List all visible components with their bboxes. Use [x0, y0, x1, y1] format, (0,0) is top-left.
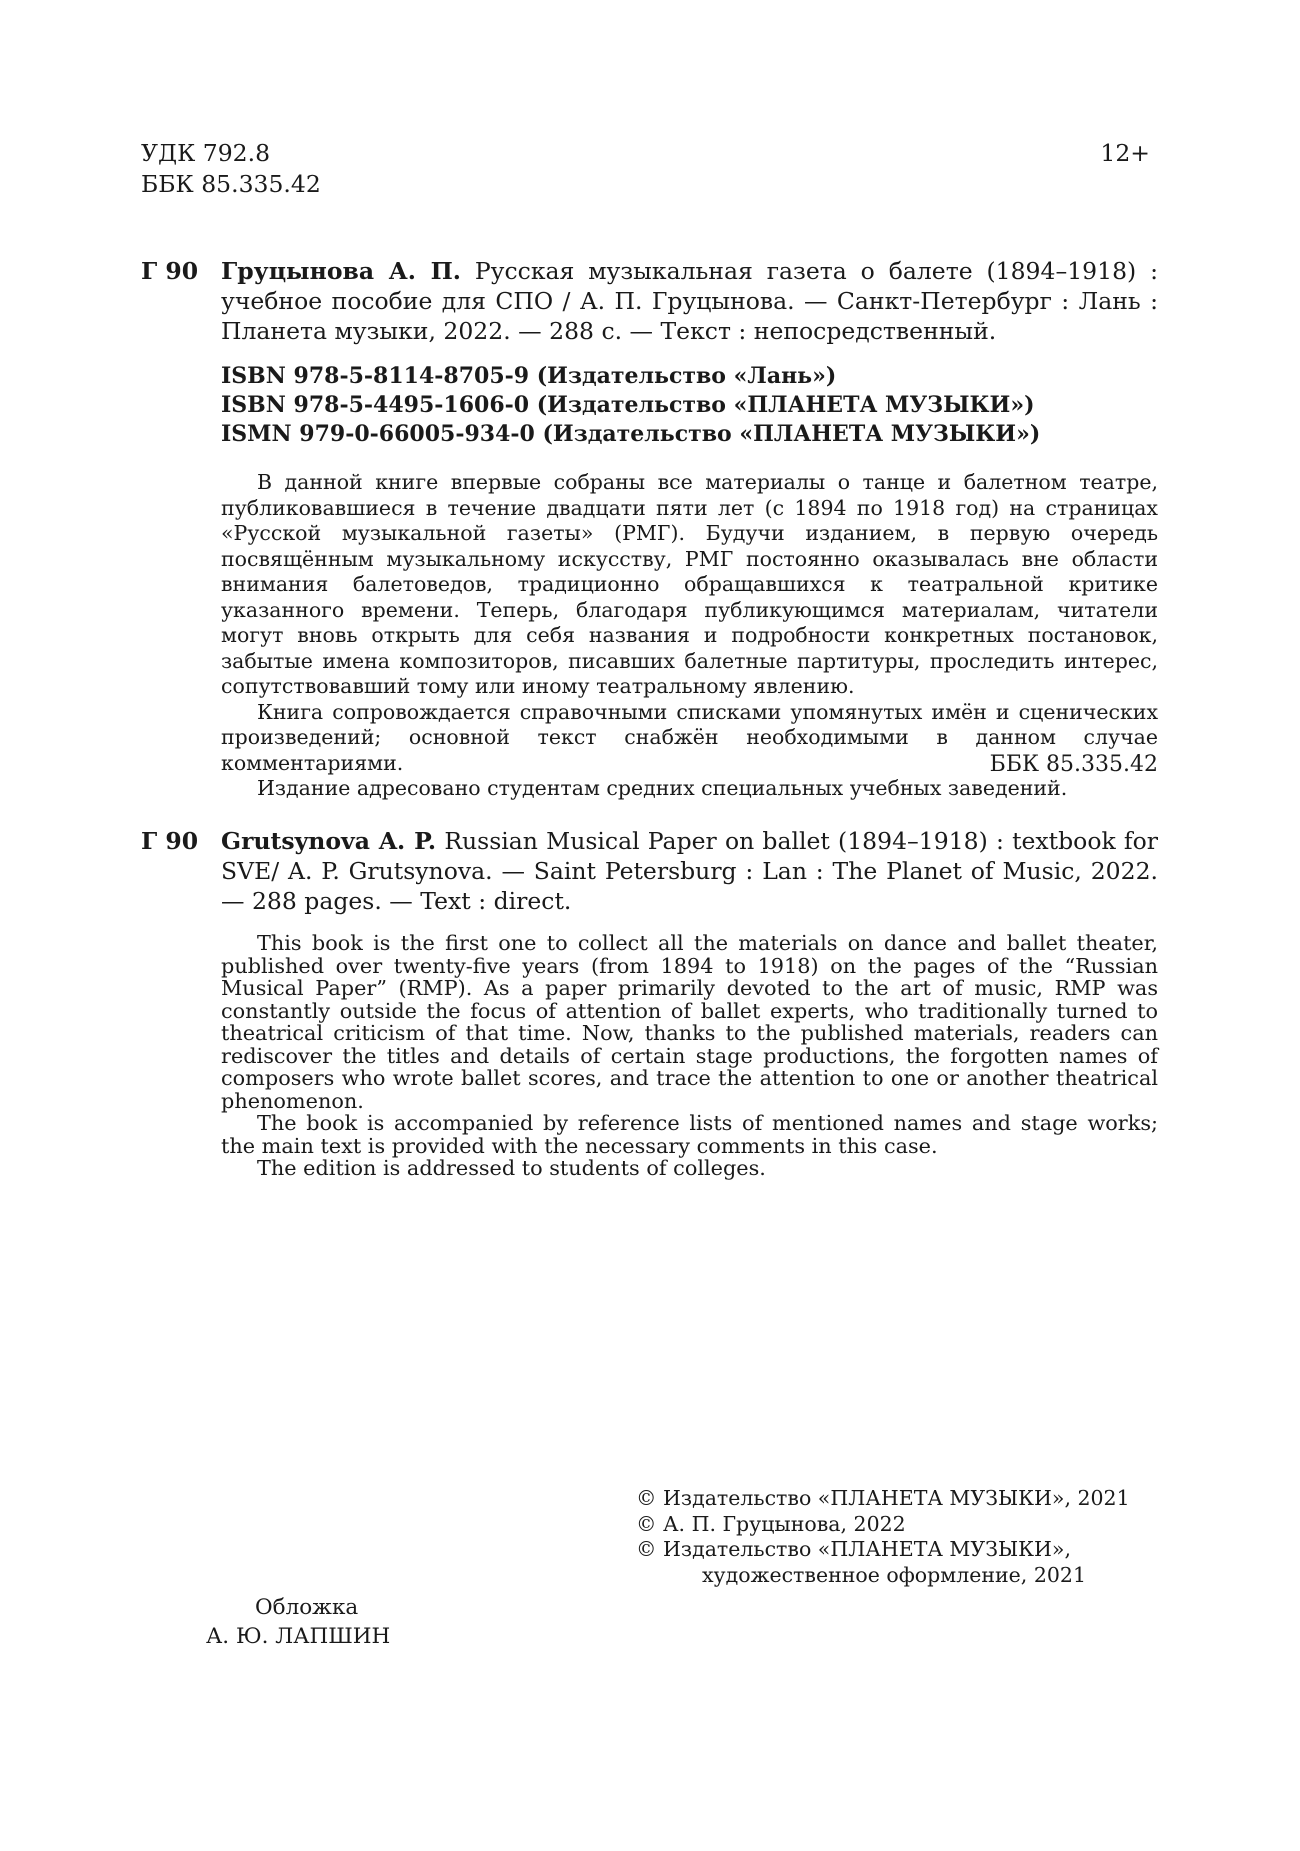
- ru-author: Груцынова А. П.: [221, 257, 461, 285]
- ru-bibliographic-entry: [221, 256, 1158, 346]
- identifier-number: ISBN 978-5-4495-1606-0: [221, 392, 530, 418]
- identifier-number: ISBN 978-5-8114-8705-9: [221, 363, 530, 389]
- en-abstract-paragraph: The edition is addressed to students of colleges.: [257, 1156, 766, 1180]
- ru-author-mark: Г 90: [141, 257, 199, 285]
- identifier-list: [221, 362, 1158, 449]
- en-abstract-paragraph: This book is the first one to collect all the materials on dance and ballet theater, published over twenty-five years (from 1894 to 1918) on the pages of the “Russian Musical Paper” (RMP). As a paper primarily devoted to the art of music, RMP was constantly outside the focus of attention of ballet experts, who traditionally turned to theatrical criticism of that time. Now, thanks to the published materials, readers can rediscover the titles and details of certain stage productions, the forgotten names of composers who wrote ballet scores, and trace the attention to one or another theatrical phenomenon.: [221, 931, 1158, 1113]
- identifier-line: [221, 362, 1158, 391]
- en-bibliographic-entry: [221, 826, 1158, 916]
- age-rating: 12+: [1100, 139, 1150, 167]
- copyright-line: © А. П. Груцынова, 2022: [636, 1511, 906, 1536]
- identifier-publisher: (Издательство «ПЛАНЕТА МУЗЫКИ»): [536, 392, 1035, 418]
- ru-abstract-paragraph: В данной книге впервые собраны все материалы о танце и балетном театре, публиковавшиеся в течение двадцати пяти лет (с 1894 по 1918 год) на страницах «Русской музыкальной газеты» (РМГ). Будучи изданием, в первую очередь посвящённым музыкальному искусству, РМГ постоянно оказывалась вне области внимания балетоведов, традиционно обращавшихся к театральной критике указанного времени. Теперь, благодаря публикующимся материалам, читатели могут вновь открыть для себя названия и подробности конкретных постановок, забытые имена композиторов, писавших балетные партитуры, проследить интерес, сопутствовавший тому или иному театральному явлению.: [221, 470, 1158, 698]
- identifier-line: [221, 420, 1158, 449]
- copyright-line: © Издательство «ПЛАНЕТА МУЗЫКИ»,: [636, 1537, 1071, 1561]
- en-entry-text: Russian Musical Paper on ballet (1894–1918) : textbook for SVE/ A. P. Grutsynova. — Saint Petersburg : Lan : The Planet of Music, 2022. — 288 pages. — Text : direct.: [221, 827, 1158, 915]
- en-abstract: [221, 932, 1158, 1180]
- en-author-mark: Г 90: [141, 827, 199, 855]
- ru-abstract-bbk: ББК 85.335.42: [989, 752, 1158, 777]
- copyright-line: художественное оформление, 2021: [702, 1562, 1087, 1587]
- ru-entry-text: Русская музыкальная газета о балете (1894–1918) : учебное пособие для СПО / А. П. Груцынова. — Санкт-Петербург : Лань : Планета музыки, 2022. — 288 с. — Текст : непосредственный.: [221, 257, 1159, 345]
- cover-credit: [206, 1593, 390, 1651]
- identifier-publisher: (Издательство «ПЛАНЕТА МУЗЫКИ»): [542, 421, 1041, 447]
- ru-abstract-paragraph: Издание адресовано студентам средних специальных учебных заведений.: [257, 776, 1068, 800]
- classification-codes: [141, 138, 321, 200]
- bbk-code: ББК 85.335.42: [141, 170, 321, 198]
- en-author: Grutsynova A. P.: [221, 827, 437, 855]
- identifier-publisher: (Издательство «Лань»): [536, 363, 837, 389]
- udk-code: УДК 792.8: [141, 139, 271, 167]
- cover-designer: А. Ю. ЛАПШИН: [206, 1624, 391, 1649]
- identifier-line: [221, 391, 1158, 420]
- en-abstract-paragraph: The book is accompanied by reference lists of mentioned names and stage works; the main text is provided with the necessary comments in this case.: [221, 1111, 1158, 1158]
- identifier-number: ISMN 979-0-66005-934-0: [221, 421, 535, 447]
- cover-label: Обложка: [255, 1595, 359, 1620]
- ru-abstract-paragraph: Книга сопровождается справочными списками упомянутых имён и сценических произведений; основной текст снабжён необходимыми в данном случае комментариями.: [221, 699, 1158, 775]
- copyright-line: © Издательство «ПЛАНЕТА МУЗЫКИ», 2021: [636, 1486, 1130, 1510]
- copyright-block: [636, 1486, 1136, 1588]
